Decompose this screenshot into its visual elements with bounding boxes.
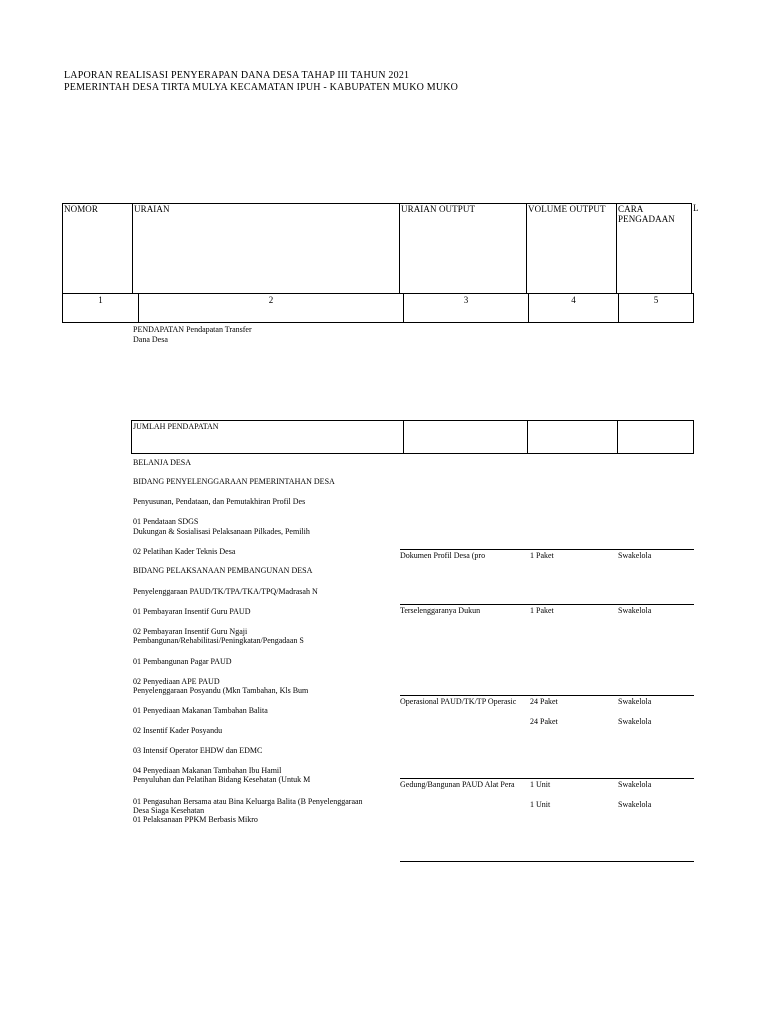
- header-cara-pengadaan-1: CARA: [618, 204, 644, 214]
- colnum-cell-3: [403, 293, 529, 323]
- colnum-4: 4: [571, 295, 576, 305]
- header-cell-uraian-output: [399, 203, 527, 294]
- item-pembangunan-rehab: Pembangunan/Rehabilitasi/Peningkatan/Pengadaan S: [133, 636, 304, 645]
- output-3-volume: 24 Paket: [530, 697, 558, 706]
- output-5-cara: Swakelola: [618, 780, 652, 789]
- output-5-uraian: Gedung/Bangunan PAUD Alat Pera: [400, 780, 515, 789]
- output-1-cara: Swakelola: [618, 551, 652, 560]
- colnum-cell-2: [138, 293, 404, 323]
- item-pagar-paud: 01 Pembangunan Pagar PAUD: [133, 657, 232, 666]
- output-2-volume: 1 Paket: [530, 606, 554, 615]
- colnum-cell-1: [62, 293, 139, 323]
- item-makanan-ibu-hamil: 04 Penyediaan Makanan Tambahan Ibu Hamil: [133, 766, 282, 775]
- header-volume-output: VOLUME OUTPUT: [528, 204, 606, 214]
- output-4-cara: Swakelola: [618, 717, 652, 726]
- belanja-title: BELANJA DESA: [133, 458, 192, 467]
- colnum-3: 3: [463, 295, 469, 305]
- item-insentif-guru-paud: 01 Pembayaran Insentif Guru PAUD: [133, 607, 251, 616]
- colnum-cell-5: [618, 293, 694, 323]
- output-divider-2: [400, 604, 694, 605]
- item-pelatihan-kader: 02 Pelatihan Kader Teknis Desa: [133, 547, 236, 556]
- header-cut-off: L: [693, 203, 699, 213]
- sub-profil-desa: Penyusunan, Pendataan, dan Pemutakhiran Profil Des: [133, 497, 306, 506]
- item-ppkm-mikro: 01 Pelaksanaan PPKM Berbasis Mikro: [133, 815, 258, 824]
- output-1-volume: 1 Paket: [530, 551, 554, 560]
- header-cell-uraian: [132, 203, 400, 294]
- header-cell-nomor: [62, 203, 133, 294]
- item-posyandu: Penyelenggaraan Posyandu (Mkn Tambahan, Kls Bum: [133, 686, 309, 695]
- header-nomor: NOMOR: [64, 204, 99, 214]
- item-ape-paud: 02 Penyediaan APE PAUD: [133, 677, 220, 686]
- bidang-pembangunan: BIDANG PELAKSANAAN PEMBANGUNAN DESA: [133, 566, 313, 575]
- output-6-volume: 1 Unit: [530, 800, 551, 809]
- report-title-line2: PEMERINTAH DESA TIRTA MULYA KECAMATAN IPUH - KABUPATEN MUKO MUKO: [64, 82, 459, 93]
- header-cell-cara-pengadaan: [616, 203, 692, 294]
- item-pendataan-sdgs: 01 Pendataan SDGS: [133, 517, 199, 526]
- colnum-5: 5: [653, 295, 659, 305]
- output-divider-4: [400, 778, 694, 779]
- header-uraian-output: URAIAN OUTPUT: [401, 204, 476, 214]
- jumlah-pendapatan-cara-cell: [617, 420, 694, 454]
- output-5-volume: 1 Unit: [530, 780, 551, 789]
- jumlah-pendapatan-output-cell: [403, 420, 528, 454]
- item-dukungan-pilkades: Dukungan & Sosialisasi Pelaksanaan Pilkades, Pemilih: [133, 527, 310, 536]
- bidang-pemerintahan: BIDANG PENYELENGGARAAN PEMERINTAHAN DESA: [133, 477, 335, 486]
- item-insentif-kader: 02 Insentif Kader Posyandu: [133, 726, 223, 735]
- output-divider-1: [400, 549, 694, 550]
- item-operator-ehdw: 03 Intensif Operator EHDW dan EDMC: [133, 746, 263, 755]
- output-6-cara: Swakelola: [618, 800, 652, 809]
- output-2-cara: Swakelola: [618, 606, 652, 615]
- output-divider-5: [400, 861, 694, 862]
- output-4-volume: 24 Paket: [530, 717, 558, 726]
- output-3-cara: Swakelola: [618, 697, 652, 706]
- output-3-uraian: Operasional PAUD/TK/TP Operasic: [400, 697, 517, 706]
- header-cell-volume-output: [526, 203, 617, 294]
- colnum-1: 1: [98, 295, 103, 305]
- jumlah-pendapatan-cell: [131, 420, 404, 454]
- jumlah-pendapatan-label: JUMLAH PENDAPATAN: [133, 422, 219, 431]
- header-cara-pengadaan-2: PENGADAAN: [618, 214, 675, 224]
- item-insentif-guru-ngaji: 02 Pembayaran Insentif Guru Ngaji: [133, 627, 248, 636]
- output-2-uraian: Terselenggaranya Dukun: [400, 606, 481, 615]
- colnum-cell-4: [528, 293, 619, 323]
- pendapatan-line2: Dana Desa: [133, 335, 168, 344]
- item-desa-siaga: Desa Siaga Kesehatan: [133, 806, 205, 815]
- output-divider-3: [400, 695, 694, 696]
- jumlah-pendapatan-volume-cell: [527, 420, 618, 454]
- report-title-line1: LAPORAN REALISASI PENYERAPAN DANA DESA TAHAP III TAHUN 2021: [64, 70, 410, 81]
- pendapatan-line1: PENDAPATAN Pendapatan Transfer: [133, 325, 252, 334]
- sub-paud: Penyelenggaraan PAUD/TK/TPA/TKA/TPQ/Madrasah N: [133, 587, 318, 596]
- item-pengasuhan-bersama: 01 Pengasuhan Bersama atau Bina Keluarga Balita (B Penyelenggaraan: [133, 797, 363, 806]
- header-uraian: URAIAN: [134, 204, 170, 214]
- item-makanan-balita: 01 Penyediaan Makanan Tambahan Balita: [133, 706, 268, 715]
- output-1-uraian: Dokumen Profil Desa (pro: [400, 551, 486, 560]
- colnum-2: 2: [268, 295, 274, 305]
- item-penyuluhan: Penyuluhan dan Pelatihan Bidang Kesehatan (Untuk M: [133, 775, 311, 784]
